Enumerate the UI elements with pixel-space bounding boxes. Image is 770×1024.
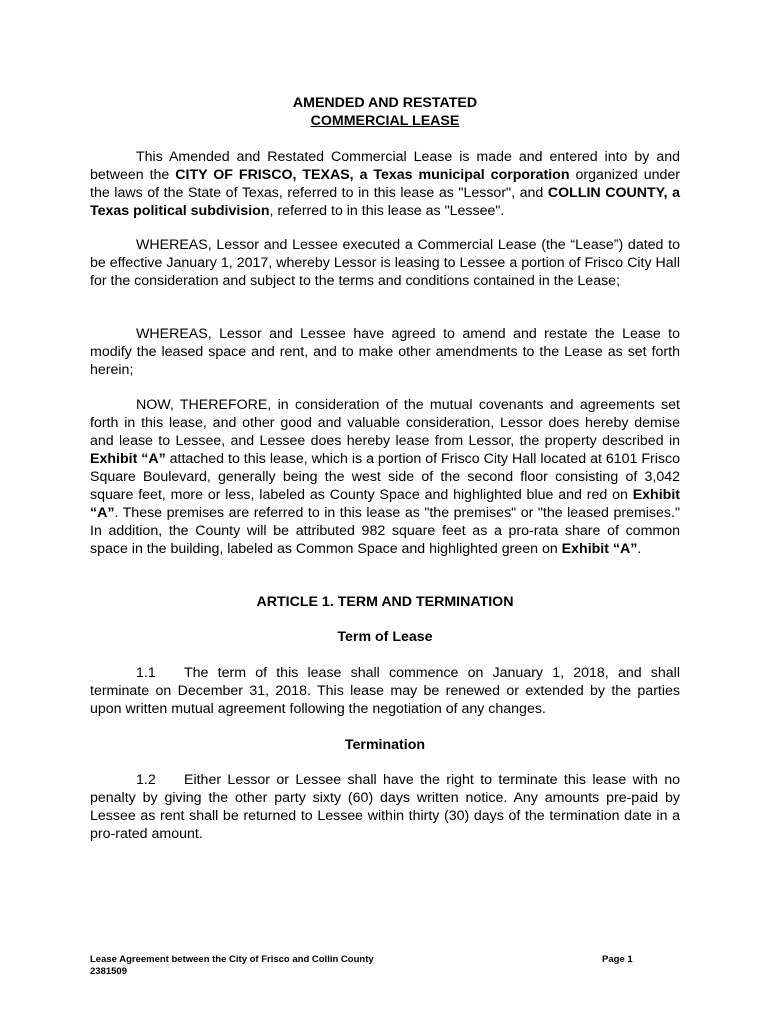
premises-text-3: . These premises are referred to in this lease as "the premises" or "the leased premises." In addition, the County will be attributed 982 square feet as a pro-rata share of common space in the building, labeled as Common Space and highlighted green on bbox=[90, 505, 680, 557]
premises-text-1: NOW, THEREFORE, in consideration of the mutual covenants and agreements set forth in this lease, and other good and valuable consideration, Lessor does hereby demise and lease to Lessee, and Lessee does hereby lease from Lessor, the property described in bbox=[90, 397, 680, 449]
exhibit-ref-3: Exhibit “A” bbox=[561, 541, 638, 557]
termination-heading: Termination bbox=[344, 737, 426, 753]
section-1-1-number: 1.1 bbox=[136, 665, 156, 681]
footer-page-number: Page 1 bbox=[602, 954, 633, 965]
intro-text-1: This Amended and Restated Commercial Lease is made and entered into by and between the bbox=[90, 149, 680, 183]
footer-left bbox=[90, 954, 374, 978]
intro-text-2: organized under the laws of the State of Texas, referred to in this lease as "Lessor", and bbox=[90, 167, 681, 201]
section-1-2-number: 1.2 bbox=[136, 772, 156, 788]
section-1-1-text: The term of this lease shall commence on January 1, 2018, and shall terminate on December 31, 2018. This lease may be renewed or extended by the parties upon written mutual agreement following the negotiation of any changes. bbox=[90, 665, 680, 717]
intro-paragraph bbox=[90, 148, 680, 220]
whereas-paragraph-2: WHEREAS, Lessor and Lessee have agreed to amend and restate the Lease to modify the leased space and rent, and to make other amendments to the Lease as set forth herein; bbox=[90, 326, 680, 378]
article-1-heading: ARTICLE 1. TERM AND TERMINATION bbox=[256, 594, 514, 610]
title-line-1: AMENDED AND RESTATED bbox=[292, 95, 478, 111]
section-1-2-text: Either Lessor or Lessee shall have the right to terminate this lease with no penalty by giving the other party sixty (60) days written notice. Any amounts pre-paid by Lessee as rent shall be returned to Lessee within thirty (30) days of the termination date in a pro-rated amount. bbox=[90, 772, 680, 842]
section-1-2 bbox=[90, 771, 680, 843]
whereas-paragraph-1: WHEREAS, Lessor and Lessee executed a Commercial Lease (the “Lease”) dated to be effective January 1, 2017, whereby Lessor is leasing to Lessee a portion of Frisco City Hall for the consideration and subject to the terms and conditions contained in the Lease; bbox=[90, 237, 680, 289]
footer-document-number: 2381509 bbox=[90, 966, 127, 977]
premises-text-2: attached to this lease, which is a portion of Frisco City Hall located at 6101 Frisco Square Boulevard, generally being the west side of the second floor consisting of 3,042 square feet, more or less, labeled as County Space and highlighted blue and red on bbox=[90, 451, 680, 503]
footer-agreement-title: Lease Agreement between the City of Frisco and Collin County bbox=[90, 954, 374, 965]
exhibit-ref-2: Exhibit “A” bbox=[90, 487, 680, 521]
now-therefore-paragraph bbox=[90, 396, 680, 558]
lessor-name: CITY OF FRISCO, TEXAS, a Texas municipal corporation bbox=[175, 167, 570, 183]
document-title bbox=[90, 94, 680, 130]
term-of-lease-heading: Term of Lease bbox=[337, 629, 433, 645]
title-line-2: COMMERCIAL LEASE bbox=[310, 113, 460, 129]
section-1-1 bbox=[90, 664, 680, 718]
lessee-name: COLLIN COUNTY, a Texas political subdivision bbox=[90, 185, 680, 219]
premises-text-4: . bbox=[637, 541, 642, 557]
exhibit-ref-1: Exhibit “A” bbox=[90, 451, 166, 467]
intro-text-3: , referred to in this lease as "Lessee". bbox=[269, 203, 505, 219]
